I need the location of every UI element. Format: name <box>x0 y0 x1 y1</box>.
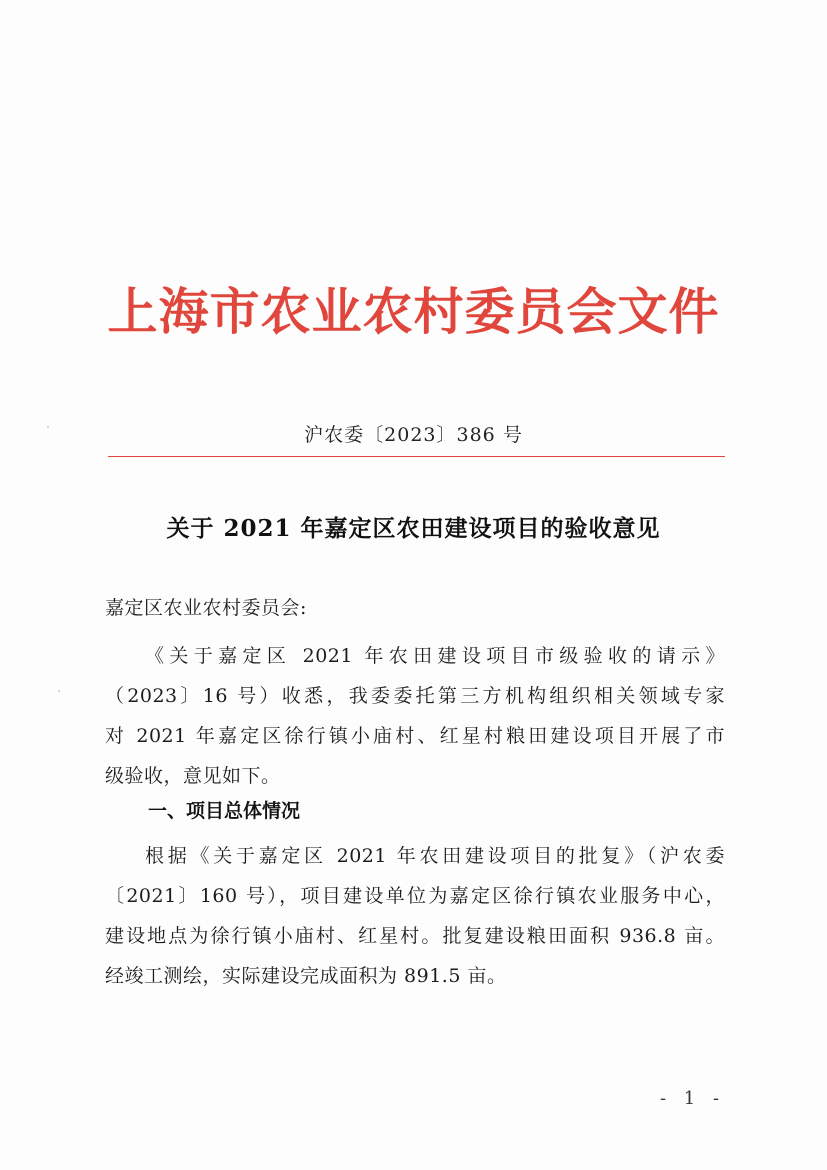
paragraph-project-overview <box>105 836 725 996</box>
document-title: 关于 2021 年嘉定区农田建设项目的验收意见 <box>166 515 661 542</box>
scan-speck <box>58 690 60 692</box>
paragraph-line: 〔2021〕160 号），项目建设单位为嘉定区徐行镇农业服务中心， <box>105 885 725 907</box>
page-number: - 1 - <box>660 1088 726 1109</box>
paragraph-line: 建设地点为徐行镇小庙村、红星村。批复建设粮田面积 936.8 亩。 <box>105 925 725 947</box>
paragraph-line: 《关于嘉定区 2021 年农田建设项目市级验收的请示》 <box>145 645 725 667</box>
red-separator-line <box>108 456 725 457</box>
scan-speck <box>47 426 49 428</box>
salutation: 嘉定区农业农村委员会: <box>105 597 307 619</box>
paragraph-line: 经竣工测绘，实际建设完成面积为 891.5 亩。 <box>105 965 507 987</box>
paragraph-line: （2023〕16 号）收悉，我委委托第三方机构组织相关领域专家 <box>105 685 725 707</box>
section-heading-project-overview: 一、项目总体情况 <box>148 800 301 822</box>
paragraph-request-acknowledgement <box>105 636 725 796</box>
document-number: 沪农委〔2023〕386 号 <box>304 424 523 446</box>
paragraph-line: 级验收，意见如下。 <box>105 765 281 787</box>
agency-masthead-title: 上海市农业农村委员会文件 <box>107 282 720 341</box>
paragraph-line: 根据《关于嘉定区 2021 年农田建设项目的批复》（沪农委 <box>145 845 725 867</box>
paragraph-line: 对 2021 年嘉定区徐行镇小庙村、红星村粮田建设项目开展了市 <box>105 725 725 747</box>
